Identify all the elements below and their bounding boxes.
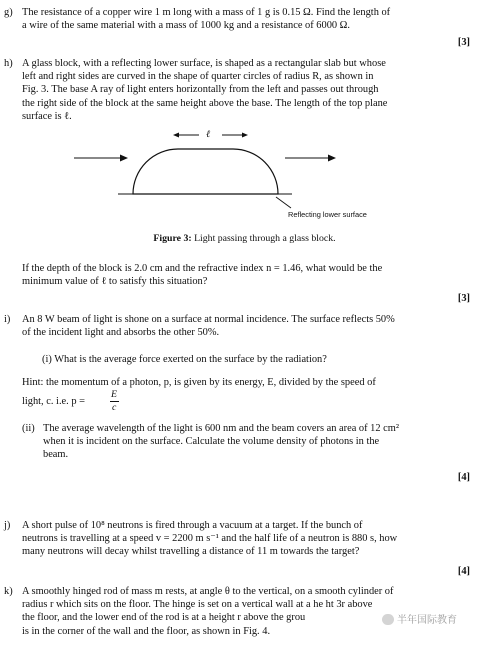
question-i-sub2-line: beam. [43,449,69,461]
watermark-logo-icon [382,614,394,625]
question-k-text [22,585,474,638]
question-h-line: Fig. 3. The base A ray of light enters horizontally from the left and passes out through [22,84,379,96]
question-i-sub2-text [43,422,474,462]
length-indicator [173,133,248,138]
figure-length-label: ℓ [206,129,211,140]
question-g-line: The resistance of a copper wire 1 m long with a mass of 1 g is 0.15 Ω. Find the length of [22,7,391,18]
question-h-label: h) [4,58,13,69]
hint-fraction-denominator: c [112,402,117,413]
question-h-prompt-line: minimum value of ℓ to satisfy this situation? [22,276,208,288]
question-i-line: An 8 W beam of light is shone on a surface at normal incidence. The surface reflects 50% [22,314,395,325]
question-j-line: neutrons is travelling at a speed v = 2200 m s⁻¹ and the half life of a neutron is 880 s, how [22,533,398,545]
question-j-marks: [4] [457,566,470,577]
figure-caption-number: Figure 3: [153,233,192,244]
question-g-marks: [3] [457,37,470,48]
incoming-ray-arrowhead [120,155,128,162]
question-i-line: of the incident light and absorbs the other 50%. [22,327,220,339]
question-k-label: k) [4,586,13,597]
outgoing-ray-arrowhead [328,155,336,162]
question-h-prompt [22,262,474,288]
question-j-text [22,519,474,559]
question-h-line: A glass block, with a reflecting lower surface, is shaped as a rectangular slab but whose [22,58,386,69]
question-i-sub2-label: (ii) [22,423,35,434]
question-h-line: left and right sides are curved in the shape of quarter circles of radius R, as shown in [22,71,374,83]
question-g-line: a wire of the same material with a mass of 1000 kg and a resistance of 6000 Ω. [22,20,350,32]
question-h-prompt-line: If the depth of the block is 2.0 cm and the refractive index n = 1.46, what would be the [22,263,383,274]
question-i-sub2-line: The average wavelength of the light is 600 nm and the beam covers an area of 12 cm² [43,423,399,434]
reflecting-surface-pointer [276,197,291,208]
question-i-marks: [4] [457,472,470,483]
question-h-line: the right side of the block at the same height above the base. The length of the top plane [22,97,388,109]
question-g-label: g) [4,7,13,18]
watermark-text: 半年国际教育 [397,615,457,626]
hint-fraction-numerator: E [111,389,117,400]
hint-equation-text: light, c. i.e. p = [22,396,85,407]
question-h-line: surface is ℓ. [22,110,72,122]
question-k-line: the floor, and the lower end of the rod is at a height r above the grou [22,612,306,624]
question-k-line: is in the corner of the wall and the floor, as shown in Fig. 4. [22,625,271,637]
question-g-text [22,6,474,32]
figure-surface-label: Reflecting lower surface [288,210,367,219]
question-i-hint-line2 [22,388,222,418]
question-h-text [22,57,474,123]
question-i-sub2-line: when it is incident on the surface. Calculate the volume density of photons in the [43,436,380,448]
question-j-line: A short pulse of 10⁸ neutrons is fired through a vacuum at a target. If the bunch of [22,520,363,531]
question-i-text [22,313,474,339]
question-j-label: j) [4,520,11,531]
figure-caption-text: Light passing through a glass block. [194,233,336,244]
question-i-sub1: (i) What is the average force exerted on the surface by the radiation? [42,354,327,365]
figure-3-caption [0,232,489,245]
question-k-line: radius r which sits on the floor. The hinge is set on a vertical wall at a he ht 3r above [22,599,373,611]
question-k-line: A smoothly hinged rod of mass m rests, at angle θ to the vertical, on a smooth cylinder of [22,586,394,597]
question-i-hint-line1: Hint: the momentum of a photon, p, is given by its energy, E, divided by the speed of [22,377,376,388]
question-h-marks: [3] [457,293,470,304]
question-j-line: many neutrons will decay whilst travelling a distance of 11 m towards the target? [22,546,360,558]
question-i-label: i) [4,314,11,325]
glass-block-outline [133,149,278,194]
